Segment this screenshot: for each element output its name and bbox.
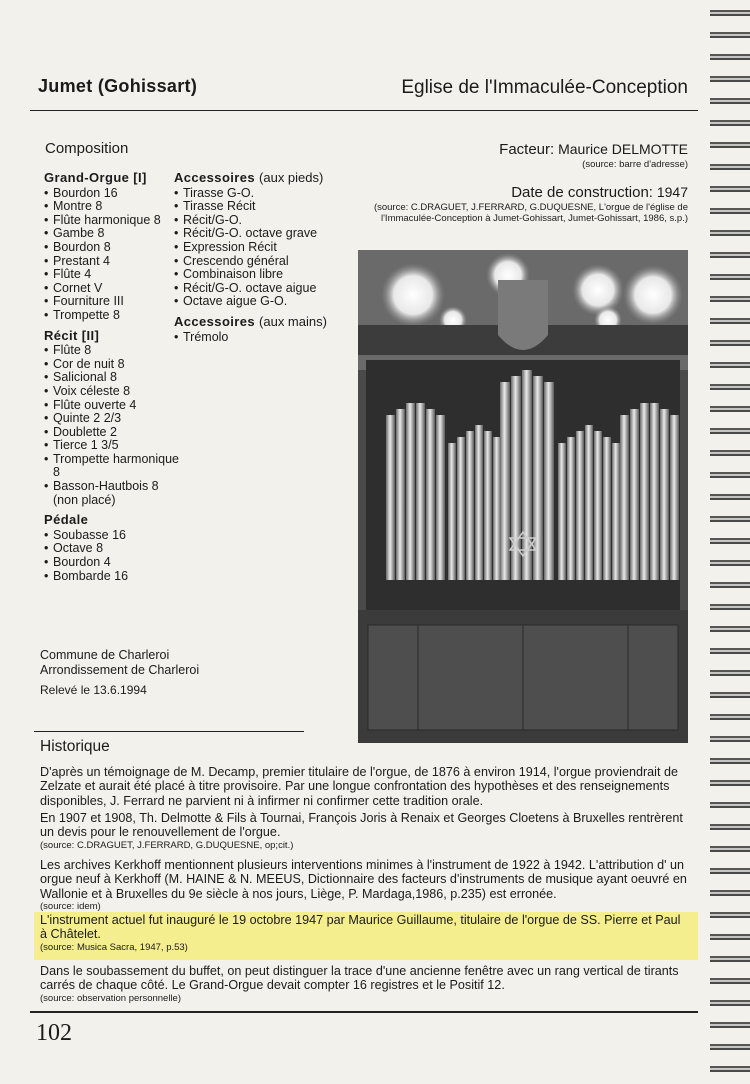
grand-orgue-list — [44, 187, 179, 323]
organ-pipe — [406, 403, 415, 580]
footer-rule — [30, 1011, 698, 1013]
organ-pipe — [416, 403, 425, 580]
stop-item: • Gambe 8 — [44, 227, 179, 241]
organ-pipe — [630, 409, 639, 580]
stops-column — [44, 171, 179, 589]
accessory-item: • Récit/G-O. — [174, 214, 339, 228]
history-text-3: Les archives Kerkhoff mentionnent plusieurs interventions minimes à l'instrument de 1922 à 1942. L'attribution d' un orgue neuf à Kerkhoff (M. HAINE & N. MEEUS, Dictionnaire des facteurs d'instruments de musique ayant oeuvré en Wallonie et à Bruxelles du 9e siècle à nos jours, Liège, P. Mardaga,1986, p.235) est erronée. — [40, 858, 687, 901]
accessories-hands-list — [174, 331, 339, 345]
recit-list — [44, 344, 179, 507]
organ-pipe — [640, 403, 649, 580]
stop-item: • Flûte harmonique 8 — [44, 214, 179, 228]
organ-pipe — [396, 409, 405, 580]
organ-pipe — [484, 431, 492, 580]
grand-orgue-heading: Grand-Orgue [I] — [44, 170, 147, 185]
organ-pipe — [620, 415, 629, 580]
stop-item: • Cor de nuit 8 — [44, 358, 179, 372]
builder-name: Maurice DELMOTTE — [558, 141, 688, 157]
organ-pipe — [386, 415, 395, 580]
accessory-item: • Crescendo général — [174, 255, 339, 269]
stop-item: • Soubasse 16 — [44, 529, 179, 543]
organ-pipe — [603, 437, 611, 580]
accessories-hands-heading — [174, 315, 339, 329]
accessory-item: • Expression Récit — [174, 241, 339, 255]
builder-label: Facteur: — [499, 141, 555, 158]
accessory-item: • Récit/G-O. octave grave — [174, 227, 339, 241]
accessories-column — [174, 171, 339, 350]
commune: Commune de Charleroi — [40, 648, 170, 662]
stop-item: • Quinte 2 2/3 — [44, 412, 179, 426]
accessory-item: • Trémolo — [174, 331, 339, 345]
stop-item: • Bourdon 4 — [44, 556, 179, 570]
composition-heading: Composition — [45, 140, 129, 157]
arrondissement: Arrondissement de Charleroi — [40, 663, 200, 677]
location-block — [40, 648, 199, 698]
history-source-3: (source: idem) — [40, 901, 101, 913]
accessories-hands-label: Accessoires — [174, 313, 256, 329]
organ-pipe — [426, 409, 435, 580]
construction-source: (source: C.DRAGUET, J.FERRARD, G.DUQUESNE, L'orgue de l'église de l'Immaculée-Conception à Jumet-Gohissart, Jumet-Gohissart, 1986, s.p.) — [373, 202, 688, 224]
history-source-2: (source: C.DRAGUET, J.FERRARD, G.DUQUESNE, op;cit.) — [40, 839, 294, 851]
stop-item: • Basson-Hautbois 8 (non placé) — [44, 480, 179, 507]
stop-item: • Salicional 8 — [44, 371, 179, 385]
accessories-feet-sub: (aux pieds) — [259, 170, 324, 185]
organ-pipe — [585, 425, 593, 580]
accessories-feet-heading — [174, 171, 339, 185]
accessory-item: • Tirasse Récit — [174, 200, 339, 214]
organ-pipe — [522, 370, 532, 580]
organ-pipe — [475, 425, 483, 580]
accessory-item: • Combinaison libre — [174, 268, 339, 282]
organ-pipe — [500, 382, 510, 580]
stop-item: • Fourniture III — [44, 295, 179, 309]
organ-pipe — [612, 443, 620, 580]
stop-item: • Flûte 4 — [44, 268, 179, 282]
construction-year: 1947 — [656, 184, 688, 200]
stop-item: • Bourdon 8 — [44, 241, 179, 255]
history-text-1: D'après un témoignage de M. Decamp, premier titulaire de l'orgue, de 1876 à environ 1914, l'orgue proviendrait de Zelzate et aurait été placé à titre provisoire. Par une longue confrontation des hypothèses et des renseignements disponibles, J. Ferrard ne parvient ni à infirmer ni confirmer cette tradition orale. — [40, 765, 678, 808]
organ-pipe — [576, 431, 584, 580]
organ-pipe — [457, 437, 465, 580]
accessories-feet-label: Accessoires — [174, 170, 256, 185]
stop-item: • Octave 8 — [44, 542, 179, 556]
survey-date: Relevé le 13.6.1994 — [40, 683, 147, 697]
stop-item: • Cornet V — [44, 282, 179, 296]
organ-pipe — [448, 443, 456, 580]
stop-item: • Flûte 8 — [44, 344, 179, 358]
church-title: Eglise de l'Immaculée-Conception — [401, 77, 688, 98]
history-paragraph-2 — [40, 811, 690, 851]
stop-item: • Trompette harmonique 8 — [44, 453, 179, 480]
stop-item: • Trompette 8 — [44, 309, 179, 323]
header-rule — [30, 110, 698, 111]
stop-item: • Montre 8 — [44, 200, 179, 214]
construction-label: Date de construction: — [511, 184, 653, 201]
organ-pipe — [493, 437, 501, 580]
stop-item: • Prestant 4 — [44, 255, 179, 269]
stop-item: • Bourdon 16 — [44, 187, 179, 201]
organ-pipe — [466, 431, 474, 580]
history-source-4: (source: Musica Sacra, 1947, p.53) — [40, 941, 188, 953]
history-paragraph-5 — [40, 964, 690, 1004]
accessory-item: • Tirasse G-O. — [174, 187, 339, 201]
organ-pipe — [594, 431, 602, 580]
organ-pipe — [660, 409, 669, 580]
history-paragraph-4 — [40, 913, 690, 953]
construction-line — [511, 184, 688, 201]
stop-item: • Voix céleste 8 — [44, 385, 179, 399]
stop-item: • Tierce 1 3/5 — [44, 439, 179, 453]
history-paragraph-3 — [40, 858, 690, 912]
stop-item: • Doublette 2 — [44, 426, 179, 440]
organ-pipe — [670, 415, 679, 580]
accessory-item: • Récit/G-O. octave aigue — [174, 282, 339, 296]
organ-pipe — [558, 443, 566, 580]
recit-heading: Récit [II] — [44, 327, 100, 343]
organ-pipe — [544, 382, 554, 580]
history-source-5: (source: observation personnelle) — [40, 992, 181, 1004]
place-title: Jumet (Gohissart) — [38, 76, 198, 96]
builder-source: (source: barre d'adresse) — [582, 159, 688, 170]
pedale-list — [44, 529, 179, 583]
organ-photo — [358, 250, 688, 743]
organ-pipe — [436, 415, 445, 580]
history-text-4: L'instrument actuel fut inauguré le 19 octobre 1947 par Maurice Guillaume, titulaire de l'orgue de SS. Pierre et Paul à Châtelet. — [40, 913, 681, 942]
stop-item: • Bombarde 16 — [44, 570, 179, 584]
page-number: 102 — [36, 1020, 72, 1046]
accessories-feet-list — [174, 187, 339, 309]
history-paragraph-1 — [40, 765, 690, 808]
pedale-heading: Pédale — [44, 512, 89, 528]
history-heading: Historique — [40, 738, 110, 755]
spiral-binding — [710, 0, 750, 1084]
stop-item: • Flûte ouverte 4 — [44, 399, 179, 413]
history-rule — [34, 731, 304, 732]
history-text-5: Dans le soubassement du buffet, on peut distinguer la trace d'une ancienne fenêtre avec un rang vertical de tirants carrés de chaque côté. Le Grand-Orgue devait compter 16 registres et le Positif 12. — [40, 964, 679, 993]
organ-pipe — [650, 403, 659, 580]
organ-pipe — [567, 437, 575, 580]
accessory-item: • Octave aigue G-O. — [174, 295, 339, 309]
builder-line — [499, 141, 688, 158]
accessories-hands-sub: (aux mains) — [259, 313, 327, 329]
history-text-2: En 1907 et 1908, Th. Delmotte & Fils à Tournai, François Joris à Renaix et Georges Cloetens à Bruxelles rentrèrent un devis pour le renouvellement de l'orgue. — [40, 811, 683, 840]
